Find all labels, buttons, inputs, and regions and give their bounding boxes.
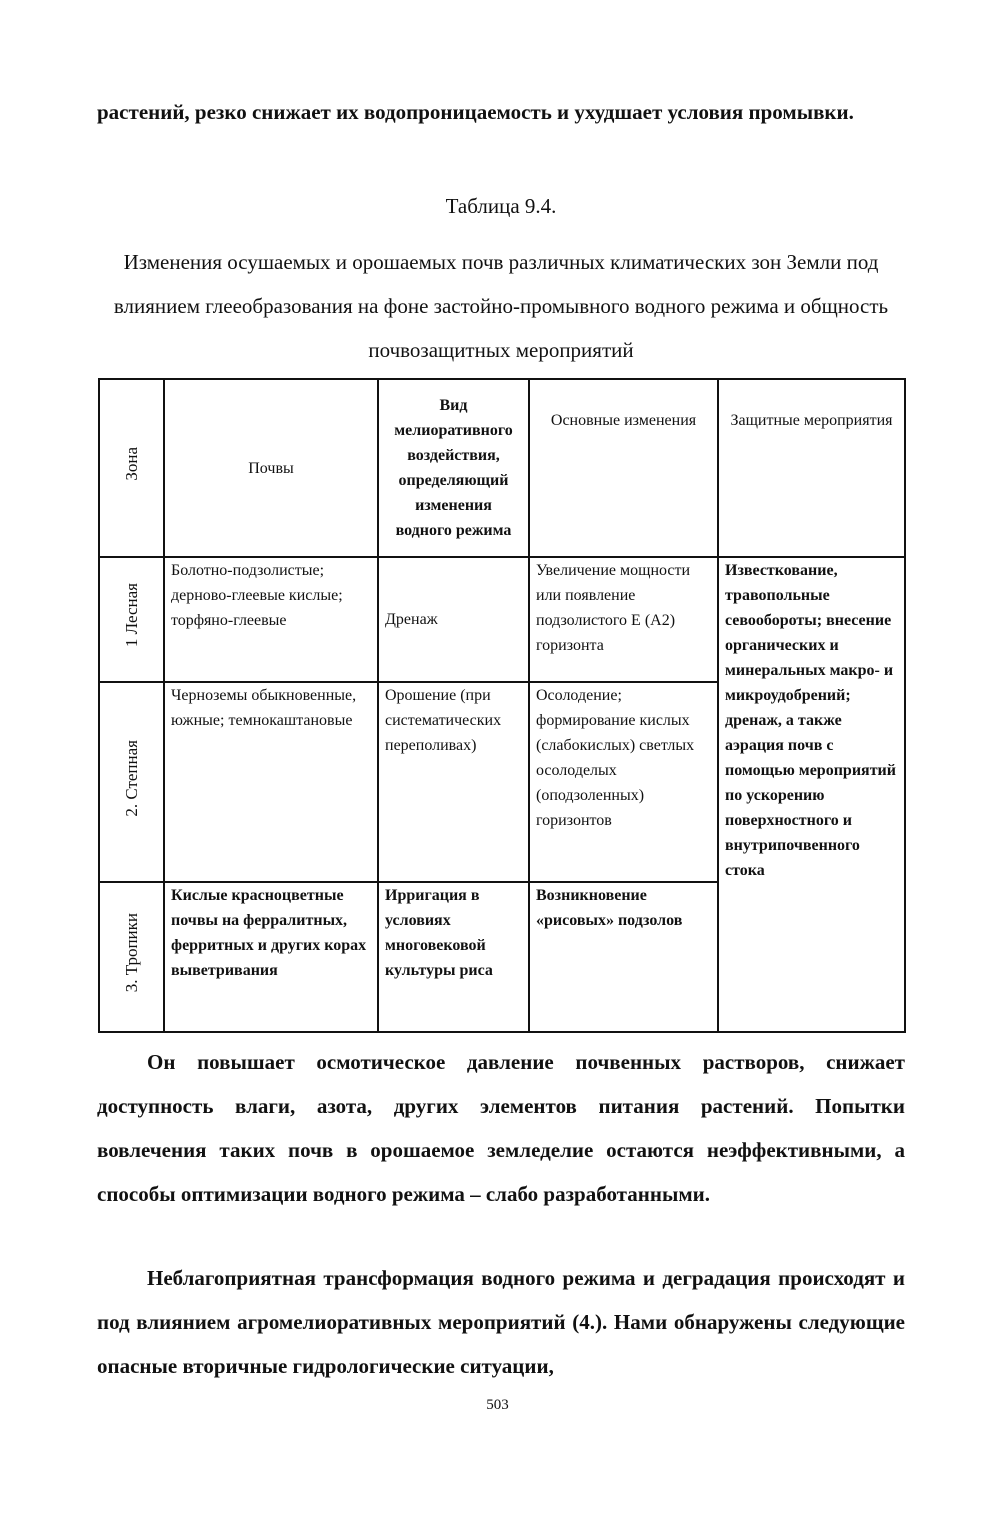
changes-cell: Увеличение мощности или появление подзолистого Е (А2) горизонта <box>529 557 718 682</box>
paragraph-2 <box>97 1256 905 1388</box>
impact-cell: Ирригация в условиях многовековой культуры риса <box>378 882 529 1032</box>
zone-cell: 3. Тропики <box>99 882 164 1032</box>
soils-cell: Черноземы обыкновенные, южные; темнокаштановые <box>164 682 378 882</box>
intro-paragraph: растений, резко снижает их водопроницаемость и ухудшает условия промывки. <box>97 100 854 124</box>
header-zone: Зона <box>99 379 164 557</box>
zone-cell: 1 Лесная <box>99 557 164 682</box>
paragraph-1 <box>97 1040 905 1216</box>
changes-cell: Осолодение; формирование кислых (слабокислых) светлых осолоделых (оподзоленных) горизонтов <box>529 682 718 882</box>
paragraph-2-text: Неблагоприятная трансформация водного режима и деградация происходят и под влиянием агромелиоративных мероприятий (4.). Нами обнаружены следующие опасные вторичные гидрологические ситуации, <box>97 1266 905 1378</box>
header-measures: Защитные мероприятия <box>718 379 905 557</box>
table-label: Таблица 9.4. <box>445 194 557 218</box>
soils-cell: Болотно-подзолистые; дерново-глеевые кислые; торфяно-глеевые <box>164 557 378 682</box>
table-header-row <box>99 379 905 557</box>
header-soils: Почвы <box>164 379 378 557</box>
soil-changes-table <box>98 378 906 1033</box>
zone-cell: 2. Степная <box>99 682 164 882</box>
paragraph-1-text: Он повышает осмотическое давление почвенных растворов, снижает доступность влаги, азота, других элементов питания растений. Попытки вовлечения таких почв в орошаемое земледелие остаются неэффективными, а способы оптимизации водного режима – слабо разработанными. <box>97 1050 905 1206</box>
impact-cell: Орошение (при систематических переполивах) <box>378 682 529 882</box>
impact-cell: Дренаж <box>378 557 529 682</box>
soils-cell: Кислые красноцветные почвы на ферралитных, ферритных и других корах выветривания <box>164 882 378 1032</box>
header-changes: Основные изменения <box>529 379 718 557</box>
page-number: 503 <box>486 1397 509 1413</box>
table-title: Изменения осушаемых и орошаемых почв различных климатических зон Земли под влиянием глееобразования на фоне застойно-промывного водного режима и общность почвозащитных мероприятий <box>113 250 889 362</box>
changes-cell: Возникновение «рисовых» подзолов <box>529 882 718 1032</box>
table-row <box>99 557 905 682</box>
header-impact: Вид мелиоративного воздействия, определяющий изменения водного режима <box>378 379 529 557</box>
measures-cell: Известкование, травопольные севообороты; внесение органических и минеральных макро- и микроудобрений; дренаж, а также аэрация почв с помощью мероприятий по ускорению поверхностного и внутрипочвенного стока <box>718 557 905 1032</box>
